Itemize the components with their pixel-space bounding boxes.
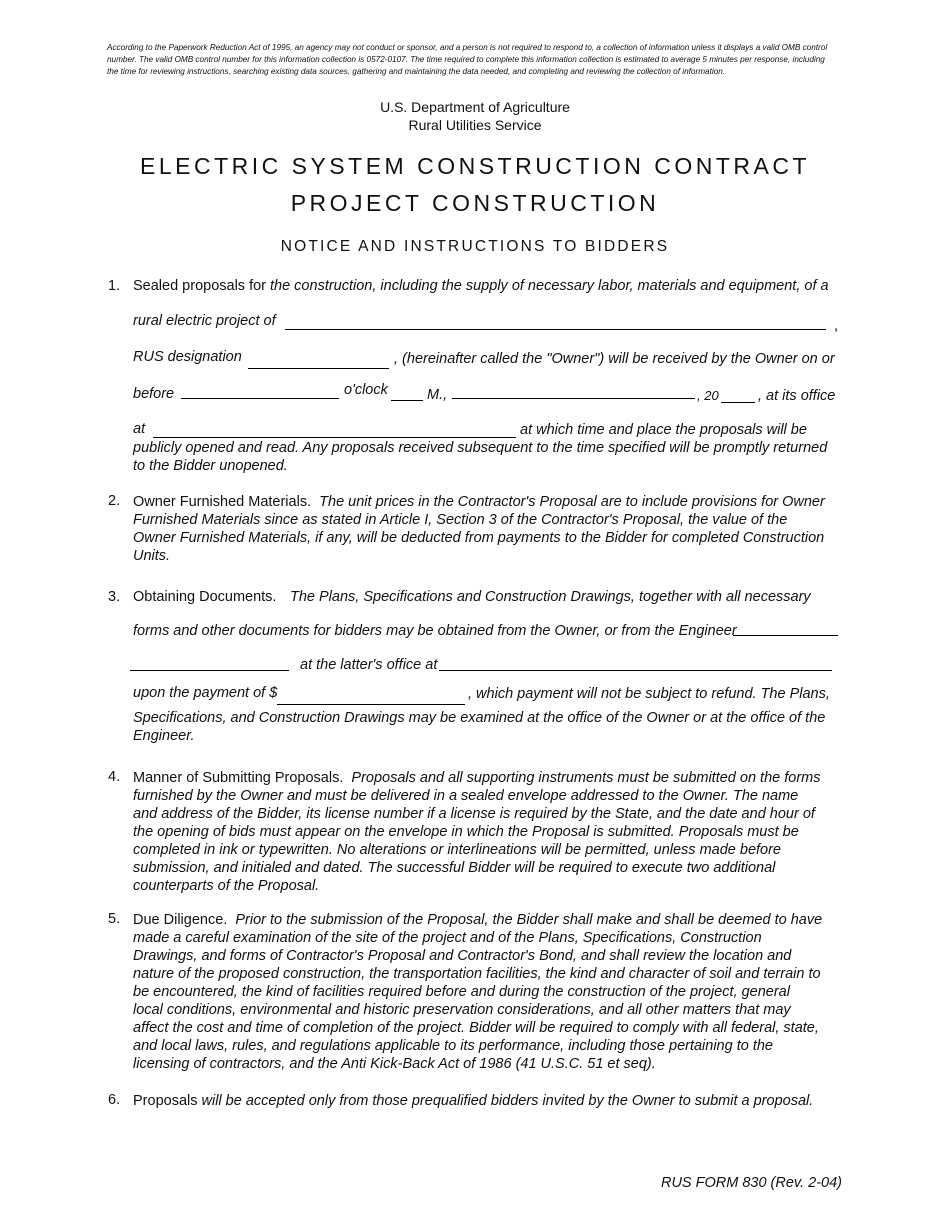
office-location-field[interactable] <box>153 437 516 438</box>
rus-designation-field[interactable] <box>248 368 389 369</box>
office-label: , at its office <box>758 388 836 404</box>
before-label: before <box>133 386 175 402</box>
project-label: rural electric project of <box>133 313 276 329</box>
item-paragraph <box>133 911 823 1073</box>
item-number: 4. <box>108 769 121 785</box>
item-text: The unit prices in the Contractor's Proposal are to include provisions for Owner Furnished Materials since as stated in Article I, Section 3 of the Contractor's Proposal, the value of the Owner Furnished Materials, if any, will be deducted from payments to the Bidder for completed Construction Units. <box>133 494 825 564</box>
documents-text: forms and other documents for bidders may be obtained from the Owner, or from the Engineer <box>133 623 737 639</box>
form-subtitle: NOTICE AND INSTRUCTIONS TO BIDDERS <box>280 238 670 255</box>
item-number: 1. <box>108 278 121 294</box>
date-field[interactable] <box>452 398 695 399</box>
comma: , <box>834 318 839 334</box>
engineer-name-field-cont[interactable] <box>130 670 289 671</box>
item-text: the construction, including the supply of necessary labor, materials and equipment, of a <box>270 278 829 294</box>
year-prefix: , 20 <box>697 388 719 403</box>
owner-text: , (hereinafter called the "Owner") will be received by the Owner on or <box>394 351 835 367</box>
item-number: 2. <box>108 493 121 509</box>
project-name-field[interactable] <box>285 329 826 330</box>
item-paragraph <box>133 769 823 895</box>
paperwork-reduction-notice: According to the Paperwork Reduction Act of 1995, an agency may not conduct or sponsor, and a person is not required to respond to, a collection of information unless it displays a valid OMB control number. The valid OMB control number for this information collection is 0572-0107. The time required to complete this information collection is estimated to average 5 minutes per response, including the time for reviewing instructions, searching existing data sources, gathering and maintaining the data needed, and completing and reviewing the collection of information. <box>107 43 828 76</box>
item-lead: Due Diligence. <box>133 912 228 928</box>
date-time-field[interactable] <box>181 398 339 399</box>
latter-office-label: at the latter's office at <box>300 657 438 673</box>
payment-amount-field[interactable] <box>277 704 465 705</box>
item-lead: Obtaining Documents. <box>133 589 277 605</box>
item-text: The Plans, Specifications and Construction Drawings, together with all necessary <box>290 589 811 605</box>
item-lead: Owner Furnished Materials. <box>133 494 312 510</box>
am-pm-field[interactable] <box>391 400 423 401</box>
department-name: U.S. Department of Agriculture <box>380 99 570 115</box>
rus-designation-label: RUS designation <box>133 349 242 365</box>
item-number: 6. <box>108 1092 121 1108</box>
form-number: RUS FORM 830 (Rev. 2-04) <box>660 1175 842 1191</box>
item-text: Proposals and all supporting instruments must be submitted on the forms furnished by the Owner and must be delivered in a sealed envelope addressed to the Owner. The name and address of the Bidder, its license number if a license is required by the State, and the date and hour of the opening of bids must appear on the envelope in which the Proposal is submitted. Proposals must be completed in ink or typewritten. No alterations or interlineations will be permitted, unless made before submission, and initialed and dated. The successful Bidder will be required to execute two additional counterparts of the Proposal. <box>133 770 821 894</box>
at-label: at <box>133 421 146 437</box>
item-closing: Specifications, and Construction Drawings may be examined at the office of the Owner or at the office of the Engineer. <box>133 710 826 744</box>
item-lead: Proposals <box>133 1093 198 1109</box>
year-field[interactable] <box>721 402 755 403</box>
payment-label: upon the payment of $ <box>133 685 278 701</box>
time-place-text: at which time and place the proposals will be <box>520 422 807 438</box>
item-number: 3. <box>108 589 121 605</box>
service-name: Rural Utilities Service <box>408 117 542 133</box>
item-paragraph <box>133 493 833 565</box>
form-title-line1: ELECTRIC SYSTEM CONSTRUCTION CONTRACT <box>139 153 811 179</box>
item-number: 5. <box>108 911 121 927</box>
m-label: M., <box>427 387 448 403</box>
item-text: Prior to the submission of the Proposal, the Bidder shall make and shall be deemed to have made a careful examination of the site of the project and of the Plans, Specifications, Construction Drawings, and forms of Contractor's Proposal and Contractor's Bond, and shall review the location and nature of the proposed construction, the transportation facilities, the kind and character of soil and terrain to be encountered, the kind of facilities required before and during the construction of the project, general local conditions, environmental and historic preservation considerations, and all other matters that may affect the cost and time of completion of the project. Bidder will be required to comply with all federal, state, and local laws, rules, and regulations applicable to its performance, including those pertaining to the licensing of contractors, and the Anti Kick-Back Act of 1986 (41 U.S.C. 51 et seq). <box>133 912 823 1072</box>
item-paragraph <box>133 1092 833 1110</box>
engineer-name-field[interactable] <box>733 635 838 636</box>
item-closing: publicly opened and read. Any proposals received subsequent to the time specified will be promptly returned to the Bidder unopened. <box>133 440 828 474</box>
item-text: will be accepted only from those prequalified bidders invited by the Owner to submit a proposal. <box>201 1093 814 1109</box>
item-lead: Manner of Submitting Proposals. <box>133 770 344 786</box>
form-title-line2: PROJECT CONSTRUCTION <box>290 190 660 216</box>
payment-text: , which payment will not be subject to refund. The Plans, <box>468 686 830 702</box>
item-lead: Sealed proposals for <box>133 278 266 294</box>
engineer-office-field[interactable] <box>439 670 832 671</box>
oclock-label: o'clock <box>344 382 388 398</box>
